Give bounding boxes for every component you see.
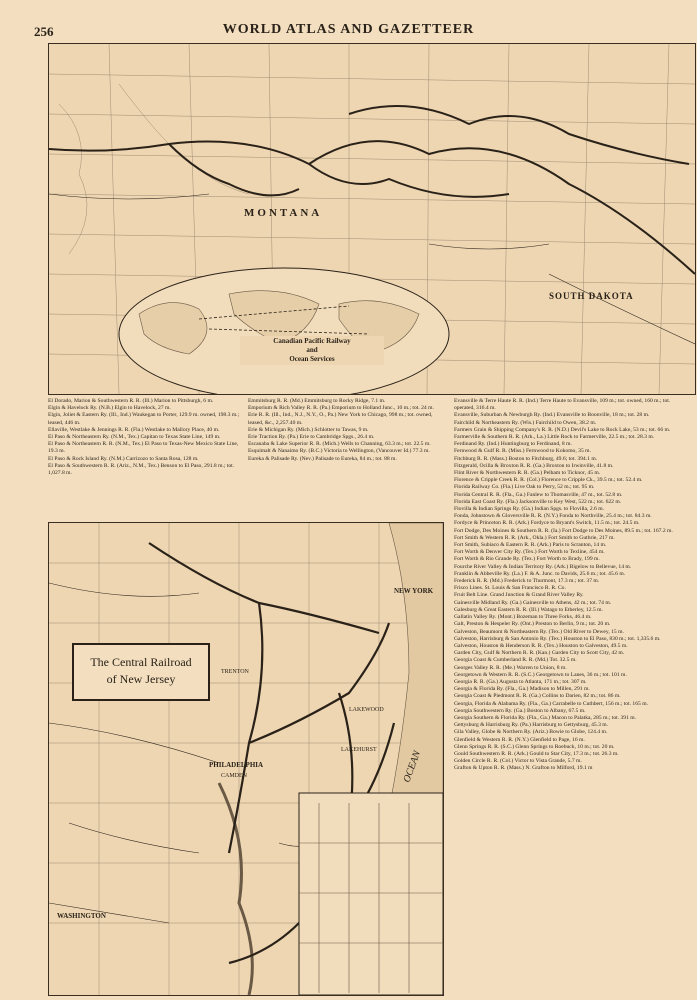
gazetteer-entry: Ferdinand Ry. (Ind.) Huntingburg to Ferdinand, 8 m.: [454, 441, 572, 448]
page-title: WORLD ATLAS AND GAZETTEER: [222, 22, 475, 37]
cnj-title-line-2: of New Jersey: [106, 672, 176, 686]
gazetteer-column-3: [454, 398, 692, 773]
gazetteer-entry: Georgetown & Western R. R. (S.C.) Georgetown to Lanes, 36 m.; tot. 101 m.: [454, 671, 627, 678]
gazetteer-entry: Erie R. R. (Ill., Ind., N.J., N.Y., O., Pa.) New York to Chicago, 998 m.; tot. owned, leased, &c., 2,257.40 m.: [248, 412, 433, 426]
gazetteer-entry: Georgia Coast & Cumberland R. R. (Md.) Tot. 32.5 m.: [454, 657, 577, 664]
gazetteer-entry: Evansville, Suburban & Newburgh Ry. (Ind.) Evansville to Boonville, 18 m.; tot. 28 m.: [454, 412, 650, 419]
cnj-map-graphic: [49, 523, 443, 995]
page-number: 256: [34, 24, 54, 39]
gazetteer-entry: Grafton & Upton R. R. (Mass.) N. Grafton to Milford, 19.1 m: [454, 765, 593, 772]
gazetteer-entry: Galveston, Beaumont & Northeastern Ry. (Tex.) Old River to Dewey, 15 m.: [454, 628, 624, 635]
gazetteer-entry: Georgia R. R. (Ga.) Augusta to Atlanta, 171 m.; tot. 307 m.: [454, 678, 587, 685]
gazetteer-entry: El Paso & Northeastern Ry. (N.M., Tex.) Capitan to Texas State Line, 149 m.: [48, 434, 221, 441]
svg-text:OCEAN: OCEAN: [401, 749, 424, 785]
gazetteer-entry: Ellaville, Westlake & Jennings R. R. (Fla.) Westlake to Mallory Place, 40 m.: [48, 426, 220, 433]
gazetteer-entry: Garden City, Gulf & Northern R. R. (Kan.) Garden City to Scott City, 42 m.: [454, 650, 625, 657]
gazetteer-entry: Galveston, Houston & Henderson R. R. (Tex.) Houston to Galveston, 49.5 m.: [454, 642, 628, 649]
gazetteer-entry: Fort Worth & Rio Grande Ry. (Tex.) Fort Worth to Brady, 199 m.: [454, 556, 600, 563]
cpr-caption-line-2: and: [306, 346, 318, 354]
gazetteer-entry: El Paso & Southwestern R. R. (Ariz., N.M., Tex.) Benson to El Paso, 291.8 m.; tot. 1,027.8 m.: [48, 462, 235, 477]
gazetteer-entry: El Paso & Rock Island Ry. (N.M.) Carrizozo to Santa Rosa, 128 m.: [48, 455, 199, 462]
gazetteer-entry: Glenn Springs R. R. (S.C.) Glenn Springs to Roebuck, 10 m.; tot. 20 m.: [454, 743, 615, 750]
gazetteer-entry: Georges Valley R. R. (Me.) Warren to Union, 8 m.: [454, 664, 567, 671]
gazetteer-entry: Elgin, Joliet & Eastern Ry. (Ill., Ind.) Waukegan to Porter, 129.9 m. owned, 198.3 m.; leased, 446 m.: [48, 412, 240, 426]
svg-text:PHILADELPHIA: PHILADELPHIA: [209, 761, 264, 769]
svg-text:WASHINGTON: WASHINGTON: [57, 912, 106, 920]
gazetteer-entry: Gainesville Midland Ry. (Ga.) Gainesville to Athens, 42 m.; tot. 74 m.: [454, 599, 612, 606]
svg-text:LAKEHURST: LAKEHURST: [341, 747, 377, 753]
cnj-map-title: [72, 643, 210, 701]
svg-text:TRENTON: TRENTON: [221, 669, 249, 675]
gazetteer-entry: Fort Dodge, Des Moines & Southern R. R. (Ia.) Fort Dodge to Des Moines, 89.5 m.; tot. 167.2 m.: [454, 527, 673, 534]
gazetteer-entry: Fruit Belt Line. Grand Junction & Grand River Valley Ry.: [454, 592, 584, 599]
gazetteer-entry: Fort Worth & Denver City Ry. (Tex.) Fort Worth to Texline, 454 m.: [454, 549, 605, 556]
gazetteer-entry: Flovilla & Indian Springs Ry. (Ga.) Indian Spgs. to Flovilla, 2.6 m.: [454, 506, 604, 513]
gazetteer-entry: Fort Smith & Western R. R. (Ark., Okla.) Fort Smith to Guthrie, 217 m.: [454, 534, 615, 541]
svg-text:LAKEWOOD: LAKEWOOD: [349, 707, 384, 713]
svg-text:CAMDEN: CAMDEN: [221, 773, 248, 779]
gazetteer-entry: Florida Central R. R. (Fla., Ga.) Fanlew to Thomasville, 47 m., tot. 52.8 m.: [454, 491, 623, 498]
gazetteer-entry: Elgin & Havelock Ry. (N.B.) Elgin to Havelock, 27 m.: [48, 405, 171, 412]
cnj-map: [48, 522, 444, 996]
gazetteer-entry: Frisco Lines. St. Louis & San Francisco R. R. Co.: [454, 585, 566, 592]
gazetteer-entry: Erie Traction Ry. (Pa.) Erie to Cambridge Spgs., 26.4 m.: [248, 434, 375, 441]
gazetteer-entry: Glenfield & Western R. R. (N.Y.) Glenfield to Page, 16 m.: [454, 736, 585, 743]
gazetteer-entry: Gallatin Valley Ry. (Mont.) Bozeman to Three Forks, 46.4 m.: [454, 614, 592, 621]
gazetteer-entry: El Paso & Northeastern R. R. (N.M., Tex.) El Paso to Texas-New Mexico State Line, 19.3 m.: [48, 441, 239, 455]
gazetteer-entry: Florida Railway Co. (Fla.) Live Oak to Perry, 52 m.; tot. 95 m.: [454, 484, 595, 491]
gazetteer-entry: Gould Southwestern R. R. (Ark.) Gould to Star City, 17.3 m.; tot. 26.3 m.: [454, 750, 619, 757]
gazetteer-entry: Frederick R. R. (Md.) Frederick to Thurmont, 17.3 m.; tot. 37 m.: [454, 578, 600, 585]
gazetteer-entry: Galesburg & Great Eastern R. R. (Ill.) Watago to Etherley, 12.5 m.: [454, 606, 603, 613]
gazetteer-entry: Franklin & Abbeville Ry. (La.) F. & A. Junc. to Davids, 25.6 m.; tot. 45.6 m.: [454, 570, 626, 577]
gazetteer-entry: Fourche River Valley & Indian Territory Ry. (Ark.) Bigelow to Bellevue, 14 m.: [454, 563, 632, 570]
gazetteer-entry: Flint River & Northwestern R. R. (Ga.) Pelham to Ticknor, 45 m.: [454, 470, 601, 477]
svg-text:SOUTH DAKOTA: SOUTH DAKOTA: [549, 291, 634, 301]
cnj-title-line-1: The Central Railroad: [90, 655, 192, 669]
gazetteer-column-1: [48, 398, 244, 477]
gazetteer-entry: Fonda, Johnstown & Gloversville R. R. (N.Y.) Fonda to Northville, 25.4 m.; tot. 84.3 m.: [454, 513, 652, 520]
gazetteer-entry: Georgia & Florida Ry. (Fla., Ga.) Madison to Millen, 291 m.: [454, 686, 590, 693]
cpr-map-caption: [240, 336, 384, 365]
gazetteer-entry: Farmerville & Southern R. R. (Ark., La.) Little Rock to Farmerville, 22.5 m.; tot. 28.3 m.: [454, 434, 655, 441]
gazetteer-entry: Georgia, Florida & Alabama Ry. (Fla., Ga.) Carrabelle to Cuthbert, 156 m.; tot. 165 m.: [454, 700, 648, 707]
gazetteer-entry: Eureka & Palisade Ry. (Nev.) Palisade to Eureka, 84 m.; tot. 88 m.: [248, 455, 397, 462]
gazetteer-entry: Emporium & Rich Valley R. R. (Pa.) Emporium to Holland Junc., 10 m.; tot. 24 m.: [248, 405, 434, 412]
gazetteer-entry: Emmitsburg R. R. (Md.) Emmitsburg to Rocky Ridge, 7.1 m.: [248, 398, 386, 404]
gazetteer-entry: Esquimalt & Nanaimo Ry. (B.C.) Victoria to Wellington, (Vancouver Id.) 77.3 m.: [248, 448, 430, 455]
gazetteer-entry: Fitzgerald, Ocilla & Broxton R. R. (Ga.) Broxton to Irwinville, 41.8 m.: [454, 462, 614, 469]
gazetteer-entry: Erie & Michigan Ry. (Mich.) Schlotter to Tawas, 9 m.: [248, 426, 369, 433]
svg-text:NEW YORK: NEW YORK: [394, 587, 434, 595]
gazetteer-entry: Fernwood & Gulf R. R. (Miss.) Fernwood to Kokomo, 35 m.: [454, 448, 591, 455]
gazetteer-entry: Escanaba & Lake Superior R. R. (Mich.) Wells to Channing, 63.3 m.; tot. 22.5 m.: [248, 441, 431, 448]
gazetteer-entry: Galveston, Harrisburg & San Antonio Ry. (Tex.) Houston to El Paso, 830 m.; tot. 1,335.6 m.: [454, 635, 661, 642]
cpr-caption-line-3: Ocean Services: [289, 355, 335, 363]
gazetteer-entry: Georgia Southwestern Ry. (Ga.) Boston to Albany, 67.5 m.: [454, 707, 586, 714]
gazetteer-entry: Fitchburg R. R. (Mass.) Boston to Fitchburg, 49.6; tot. 394.1 m.: [454, 455, 598, 462]
gazetteer-column-2: [248, 398, 448, 463]
map-label-montana: MONTANA: [244, 207, 323, 219]
gazetteer-entry: Farmers Grain & Shipping Company's R. R. (N.D.) Devil's Lake to Rock Lake, 53 m.; tot. 66 m.: [454, 426, 671, 433]
gazetteer-entry: Gettysburg & Harrisburg Ry. (Pa.) Harrisburg to Gettysburg, 45.3 m.: [454, 722, 609, 729]
gazetteer-entry: Galt, Preston & Hespeler Ry. (Ont.) Preston to Berlin, 9 m.; tot. 20 m.: [454, 621, 611, 628]
cpr-caption-line-1: Canadian Pacific Railway: [273, 337, 351, 345]
gazetteer-entry: Georgia Coast & Piedmont R. R. (Ga.) Collins to Darien, 82 m.; tot. 86 m.: [454, 693, 621, 700]
gazetteer-entry: Fordyce & Princeton R. R. (Ark.) Fordyce to Bryant's Switch, 11.5 m.; tot. 24.5 m.: [454, 520, 640, 527]
gazetteer-entry: Florence & Cripple Creek R. R. (Col.) Florence to Cripple Ck., 39.5 m.; tot. 52.4 m.: [454, 477, 643, 484]
gazetteer-entry: Fairchild & Northeastern Ry. (Wis.) Fairchild to Owen, 38.2 m.: [454, 419, 597, 426]
gazetteer-entry: Fort Smith, Subiaco & Eastern R. R. (Ark.) Paris to Scranton, 14 m.: [454, 542, 607, 549]
gazetteer-entry: Gila Valley, Globe & Northern Ry. (Ariz.) Bowie to Globe, 124.4 m.: [454, 729, 608, 736]
gazetteer-entry: Golden Circle R. R. (Col.) Victor to Vista Grande, 5.7 m.: [454, 758, 582, 765]
gazetteer-entry: Evansville & Terre Haute R. R. (Ind.) Terre Haute to Evansville, 109 m.; tot. owned, 160 m.; tot. operated, 316.4 m.: [454, 398, 671, 412]
gazetteer-entry: Georgia Southern & Florida Ry. (Fla., Ga.) Macon to Palatka, 285 m.; tot. 391 m.: [454, 714, 637, 721]
gazetteer-entry: El Dorado, Marion & Southwestern R. R. (Ill.) Marion to Pittsburgh, 6 m.: [48, 398, 214, 404]
gazetteer-entry: Florida East Coast Ry. (Fla.) Jacksonville to Key West, 522 m.; tot. 622 m.: [454, 498, 622, 505]
